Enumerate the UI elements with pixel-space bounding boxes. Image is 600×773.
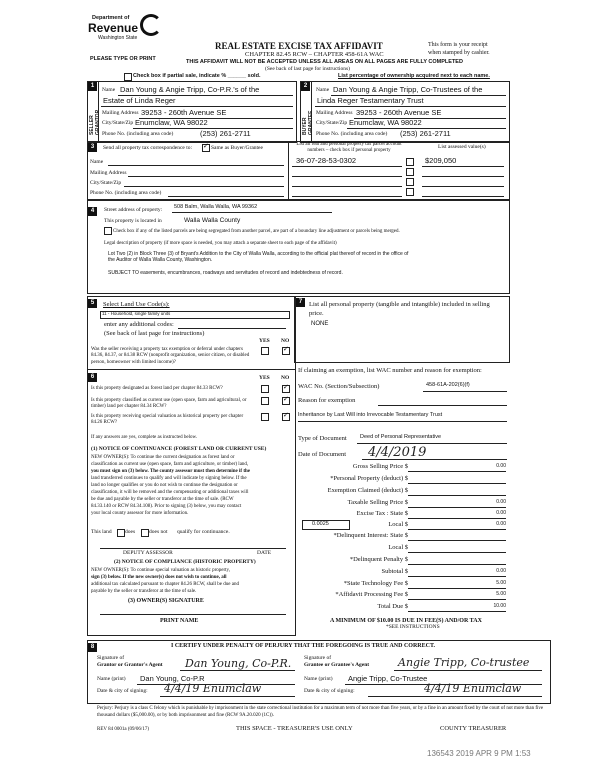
section-5-see-back: (See back of last page for instructions): [104, 330, 205, 337]
exemption-question: Was the seller receiving a property tax exemption or deferral under chapters 84.36, 84.37, or 84.38 RCW (nonprofit organization, senior citizen, or disabled person, homeowner with limited income)?: [91, 347, 250, 365]
assessed-line-3: [422, 186, 504, 187]
subject-to[interactable]: SUBJECT TO easements, encumbrances, roadways and servitudes of record and indebtedness of record.: [108, 270, 343, 276]
notice-1-line: land no longer qualifies or you do not wish to continue the designation or: [91, 483, 238, 488]
form-warning: THIS AFFIDAVIT WILL NOT BE ACCEPTED UNLESS ALL AREAS ON ALL PAGES ARE FULLY COMPLETED: [186, 59, 463, 65]
total-due-line: [408, 611, 506, 612]
doc-date-label: Date of Document: [298, 451, 347, 458]
minimum-due-note: A MINIMUM OF $10.00 IS DUE IN FEE(S) AND/OR TAX: [330, 618, 482, 624]
form-title: REAL ESTATE EXCISE TAX AFFIDAVIT: [215, 41, 383, 51]
grantor-name[interactable]: Dan Young, Co-P.R: [140, 674, 205, 683]
buyer-divider: [311, 81, 312, 142]
grantor-sig-label-b: Grantor or Grantor's Agent: [97, 662, 163, 668]
buyer-name-1[interactable]: Dan Young & Angie Tripp, Co-Trustees of the: [333, 85, 483, 94]
personal-property-deduct-label: *Personal Property (deduct) $: [330, 475, 408, 482]
parcel-line-4: [292, 196, 402, 197]
treasurer-space: THIS SPACE - TREASURER'S USE ONLY: [236, 725, 353, 732]
tax-table-bottom: [298, 592, 508, 618]
county-value[interactable]: Walla Walla County: [184, 217, 241, 224]
section-2-number: 2: [301, 82, 310, 91]
wac-line: [423, 391, 507, 392]
excise-local-line: [408, 529, 506, 530]
buyer-city[interactable]: Enumclaw, WA 98022: [349, 118, 422, 127]
legal-line-1[interactable]: Lot Two (2) in Block Three (3) of Bryant's Addition to the City of Walla Walla, according to the official plat thereof of record in the office of: [108, 251, 409, 257]
notice-2-line: payable by the seller or transferor at the time of sale.: [91, 589, 197, 594]
section-5-yes: YES: [259, 338, 270, 344]
exemption-claimed-label: Exemption Claimed (deduct) $: [327, 487, 408, 494]
forest-land-question: Is this property designated as forest land per chapter 84.33 RCW?: [91, 386, 223, 391]
buyer-phone[interactable]: (253) 261-2711: [400, 129, 451, 138]
technology-fee-label: *State Technology Fee $: [343, 580, 408, 587]
excise-state-line: [408, 518, 506, 519]
doc-type-line: [357, 443, 507, 444]
grantor-sig-label-a: Signature of: [97, 655, 125, 661]
notice-1-line: classification, it will be removed and the compensating or additional taxes will: [91, 490, 249, 495]
deputy-line: [100, 548, 286, 549]
doc-date-line: [362, 459, 507, 460]
notice-2-title: (2) NOTICE OF COMPLIANCE (HISTORIC PROPERTY): [114, 559, 256, 565]
revenue-swirl-icon: [140, 14, 162, 36]
same-as-buyer-checkbox[interactable]: [202, 144, 210, 152]
buyer-name-label: Name: [316, 87, 330, 93]
send-tax-label: Send all property tax correspondence to:: [103, 145, 193, 151]
delinquent-interest-local-line: [408, 552, 506, 553]
seller-phone[interactable]: (253) 261-2711: [200, 129, 251, 138]
total-due-value[interactable]: 10.00: [493, 603, 506, 609]
assessed-value[interactable]: $209,050: [425, 156, 457, 165]
does-checkbox[interactable]: [117, 529, 125, 537]
personal-property-checkbox-1[interactable]: [406, 158, 414, 166]
assessed-line-1: [422, 166, 504, 167]
grantor-date[interactable]: 4/4/19 Enumclaw: [164, 682, 262, 695]
seller-name-2[interactable]: Estate of Linda Reger: [103, 96, 176, 105]
receipt-note: This form is your receipt when stamped by cashier.: [428, 42, 490, 56]
buyer-mailing[interactable]: 39253 - 260th Avenue SE: [356, 108, 442, 117]
subtotal-value[interactable]: 0.00: [496, 568, 506, 574]
excise-local-value[interactable]: 0.00: [496, 521, 506, 527]
grantee-date-label: Date & city of signing:: [304, 688, 355, 694]
certify-statement: I CERTIFY UNDER PENALTY OF PERJURY THAT THE FOREGOING IS TRUE AND CORRECT.: [171, 643, 436, 649]
delinquent-penalty-label: *Delinquent Penalty $: [349, 556, 408, 563]
section-3-number: 3: [88, 143, 97, 152]
street-line: [172, 212, 332, 213]
doc-date-value[interactable]: 4/4/2019: [368, 445, 427, 460]
revenue-logo: [88, 12, 158, 46]
seller-city-label: City/State/Zip: [102, 120, 134, 126]
correspondence-name-label: Name: [90, 159, 104, 165]
section-8-number: 8: [88, 643, 97, 652]
section-3-divider: [288, 141, 289, 199]
technology-fee-value[interactable]: 5.00: [496, 580, 506, 586]
buyer-mailing-label: Mailing Address: [316, 110, 353, 116]
tax-table: [298, 462, 508, 592]
reason-label: Reason for exemption: [298, 397, 356, 404]
historic-question: Is this property receiving special valuation as historical property per chapter 84.26 RCW?: [91, 414, 244, 426]
section-6-number: 6: [88, 373, 97, 382]
grantee-sig-label-a: Signature of: [304, 655, 332, 661]
deputy-date-label: DATE: [257, 550, 272, 556]
parcel-number[interactable]: 36-07-28-53-0302: [296, 156, 357, 165]
seller-side-label: SELLER GRANTOR: [89, 109, 101, 135]
doc-type-value[interactable]: Deed of Personal Representative: [360, 434, 442, 440]
grantee-name-label: Name (print): [304, 676, 333, 682]
delinquent-interest-state-label: *Delinquent Interest: State $: [333, 532, 408, 539]
this-land-label: This land: [91, 529, 112, 535]
form-chapter: CHAPTER 82.45 RCW – CHAPTER 458-61A WAC: [245, 51, 384, 58]
buyer-name-line-2: [315, 106, 506, 107]
personal-property-deduct-line: [408, 483, 506, 484]
grantee-sig-label-b: Grantee or Grantee's Agent: [304, 662, 370, 668]
correspondence-mailing-label: Mailing Address: [90, 170, 127, 176]
qualify-label: qualify for continuance.: [177, 529, 230, 535]
state-name: Washington State: [98, 35, 138, 41]
section-7-number: 7: [296, 298, 305, 307]
total-due-label: Total Due $: [377, 603, 408, 610]
section-6-no: NO: [281, 375, 290, 381]
print-name-label: PRINT NAME: [160, 618, 199, 624]
grantor-name-label: Name (print): [97, 676, 126, 682]
does-not-checkbox[interactable]: [141, 529, 149, 537]
assessed-line-2: [422, 176, 504, 177]
partial-sale-checkbox[interactable]: [124, 73, 132, 81]
taxable-selling-value[interactable]: 0.00: [496, 499, 506, 505]
notice-1-title: (1) NOTICE OF CONTINUANCE (FOREST LAND OR CURRENT USE): [91, 446, 267, 452]
seller-name-line-2: [101, 106, 293, 107]
reason-line-2: [298, 421, 507, 422]
parcel-line-1: [292, 166, 402, 167]
perjury-notice: Perjury: Perjury is a class C felony which is punishable by imprisonment in the state correctional institution for a maximum term of not more than five years, or by a fine in an amount fixed by the court of not more than five thousand dollars ($5,000.00), or by both imprisonment and fine (RCW 9A.20.020 (1C)).: [97, 706, 544, 718]
correspondence-name-line: [108, 165, 284, 166]
exemption-claim-label: If claiming an exemption, list WAC number and reason for exemption:: [298, 367, 482, 374]
grantee-name[interactable]: Angie Tripp, Co-Trustee: [348, 674, 428, 683]
agency-name: Revenue: [88, 21, 139, 35]
notice-1-line: your local county assessor for more information.: [91, 511, 189, 516]
correspondence-city-line: [124, 186, 284, 187]
section-6-yes: YES: [259, 375, 270, 381]
exemption-yes-checkbox[interactable]: [261, 347, 269, 355]
excise-state-value[interactable]: 0.00: [496, 510, 506, 516]
does-label: does: [125, 529, 136, 535]
current-use-yes-checkbox[interactable]: [261, 397, 269, 405]
processing-fee-line: [408, 599, 506, 600]
seller-city[interactable]: Enumclaw, WA 98022: [135, 118, 208, 127]
deputy-assessor-label: DEPUTY ASSESSOR: [123, 550, 173, 556]
complete-note: If any answers are yes, complete as instructed below.: [91, 435, 198, 440]
see-instructions: *SEE INSTRUCTIONS: [386, 624, 440, 630]
land-use-label: Select Land Use Code(s):: [103, 301, 170, 308]
street-label: Street address of property:: [104, 207, 163, 213]
notice-1-line: land transferred continues to qualify and will indicate by signing below. If the: [91, 476, 247, 481]
parcel-header: List all real and personal property tax parcel account numbers – check box if personal property: [296, 142, 402, 153]
header-see-back: (See back of last page for instructions): [265, 66, 350, 72]
section-4-number: 4: [88, 207, 97, 216]
partial-sale-label: Check box if partial sale, indicate % ______ sold.: [133, 73, 261, 79]
additional-codes-label: enter any additional codes:: [104, 321, 174, 328]
owner-signature-line: [100, 614, 286, 615]
gross-selling-value[interactable]: 0.00: [496, 463, 506, 469]
subtotal-label: Subtotal $: [381, 568, 408, 575]
seller-name-label: Name: [102, 87, 116, 93]
wac-label: WAC No. (Section/Subsection): [298, 383, 380, 390]
gross-selling-label: Gross Selling Price $: [352, 463, 408, 470]
delinquent-penalty-line: [408, 564, 506, 565]
gross-selling-line: [408, 471, 506, 472]
correspondence-mailing-line: [128, 176, 284, 177]
notice-1-line: classification as current use (open space, farm and agriculture, or timber) land,: [91, 462, 249, 467]
owner-signature-label: (3) OWNER(S) SIGNATURE: [128, 598, 204, 604]
reason-line-1: [378, 405, 507, 406]
please-type: PLEASE TYPE OR PRINT: [90, 56, 156, 62]
notice-1-line: be due and payable by the seller or transferor at the time of sale. (RCW: [91, 497, 234, 502]
form-number: REV 84 0001a (09/06/17): [97, 727, 149, 732]
parcel-line-3: [292, 186, 402, 187]
local-rate: 0.0025: [312, 521, 329, 527]
dept-line: Department of: [92, 15, 130, 21]
buyer-phone-label: Phone No. (including area code): [316, 131, 388, 137]
forest-no-checkbox[interactable]: [282, 385, 290, 393]
correspondence-phone-line: [168, 196, 284, 197]
recording-stamp: 136543 2019 APR 9 PM 1:53: [427, 749, 531, 758]
taxable-selling-label: Taxable Selling Price $: [347, 499, 408, 506]
grantee-signature-line: [394, 670, 542, 671]
wac-value[interactable]: 458-61A-202(6)(f): [426, 382, 470, 388]
notice-2-line: additional tax calculated pursuant to chapter 84.26 RCW, shall be due and: [91, 582, 239, 587]
street-address[interactable]: 508 Balm, Walla Walla, WA 99362: [174, 204, 258, 210]
processing-fee-value[interactable]: 5.00: [496, 591, 506, 597]
delinquent-interest-local-label: Local $: [388, 544, 408, 551]
historic-no-checkbox[interactable]: [282, 413, 290, 421]
grantor-date-label: Date & city of signing:: [97, 688, 148, 694]
exemption-claimed-line: [408, 495, 506, 496]
grantee-date[interactable]: 4/4/19 Enumclaw: [424, 682, 522, 695]
buyer-side-label: BUYER GRANTEE: [302, 110, 314, 135]
personal-property-checkbox-2[interactable]: [406, 168, 414, 176]
historic-yes-checkbox[interactable]: [261, 413, 269, 421]
current-use-no-checkbox[interactable]: [282, 397, 290, 405]
assessed-header: List assessed value(s): [438, 144, 486, 150]
delinquent-interest-state-line: [408, 540, 506, 541]
section-1-number: 1: [88, 82, 97, 91]
personal-property-checkbox-4[interactable]: [406, 188, 414, 196]
assessed-line-4: [422, 196, 504, 197]
personal-property-label: List all personal property (tangible and intangible) included in selling price.: [309, 301, 490, 318]
exemption-no-checkbox[interactable]: [282, 347, 290, 355]
does-not-label: does not: [149, 529, 168, 535]
legal-label: Legal description of property (if more space is needed, you may attach a separate sheet to each page of the affidavit): [104, 241, 337, 246]
excise-state-label: Excise Tax : State $: [356, 510, 408, 517]
grantor-signature-line: [180, 670, 295, 671]
notice-2-line: sign (3) below. If the new owner(s) does not wish to continue, all: [91, 575, 227, 580]
seller-mailing-label: Mailing Address: [102, 110, 139, 116]
located-label: This property is located in: [104, 218, 162, 224]
current-use-question: Is this property classified as current use (open space, farm and agricultural, or timber) land per chapter 84.34 RCW?: [91, 398, 247, 410]
taxable-selling-line: [408, 507, 506, 508]
forest-yes-checkbox[interactable]: [261, 385, 269, 393]
notice-1-line: you must sign on (3) below. The county assessor must then determine if the: [91, 469, 250, 474]
notice-1-line: 84.33.140 or RCW 84.34.108). Prior to signing (3) below, you may contact: [91, 504, 242, 509]
buyer-name-2[interactable]: Linda Reger Testamentary Trust: [317, 96, 424, 105]
buyer-city-label: City/State/Zip: [316, 120, 348, 126]
land-use-code: 11 - Household, single family units: [102, 311, 171, 316]
reason-value[interactable]: Inheritance by Last Will into Irrevocable Testamentary Trust: [298, 412, 443, 418]
notice-2-line: NEW OWNER(S): To continue special valuation as historic property,: [91, 568, 230, 573]
segregated-label: Check box if any of the listed parcels are being segregated from another parcel, are part of a boundary line adjustment or parcels being merged.: [113, 229, 400, 234]
doc-type-label: Type of Document: [298, 435, 347, 442]
technology-fee-line: [408, 588, 506, 589]
grantee-signature[interactable]: Angie Tripp, Co-trustee: [398, 656, 530, 669]
grantee-date-line: [368, 696, 542, 697]
seller-name-1[interactable]: Dan Young & Angie Tripp, Co-P.R.'s of the: [120, 85, 260, 94]
seller-mailing[interactable]: 39253 - 260th Avenue SE: [141, 108, 227, 117]
ownership-note: List percentage of ownership acquired next to each name.: [338, 73, 490, 79]
additional-codes-line: [178, 328, 286, 329]
seller-divider: [98, 81, 99, 142]
personal-property-value[interactable]: NONE: [311, 321, 329, 327]
grantor-signature[interactable]: Dan Young, Co-P.R.: [185, 657, 292, 670]
correspondence-phone-label: Phone No. (including area code): [90, 190, 162, 196]
seller-phone-label: Phone No. (including area code): [102, 131, 174, 137]
subtotal-line: [408, 576, 506, 577]
processing-fee-label: *Affidavit Processing Fee $: [335, 591, 408, 598]
same-as-buyer-label: Same as Buyer/Grantee: [211, 145, 263, 151]
section-5-no: NO: [281, 338, 290, 344]
legal-line-2[interactable]: the Auditor of Walla Walla County, Washington.: [108, 257, 213, 263]
correspondence-city-label: City/State/Zip: [90, 180, 122, 186]
grantor-date-line: [160, 696, 295, 697]
notice-1-line: NEW OWNER(S): To continue the current designation as forest land or: [91, 455, 235, 460]
personal-property-checkbox-3[interactable]: [406, 178, 414, 186]
parcel-line-2: [292, 176, 402, 177]
section-5-number: 5: [88, 299, 97, 308]
segregated-checkbox[interactable]: [104, 227, 112, 235]
county-treasurer: COUNTY TREASURER: [440, 725, 507, 732]
excise-local-label: Local $: [388, 521, 408, 528]
